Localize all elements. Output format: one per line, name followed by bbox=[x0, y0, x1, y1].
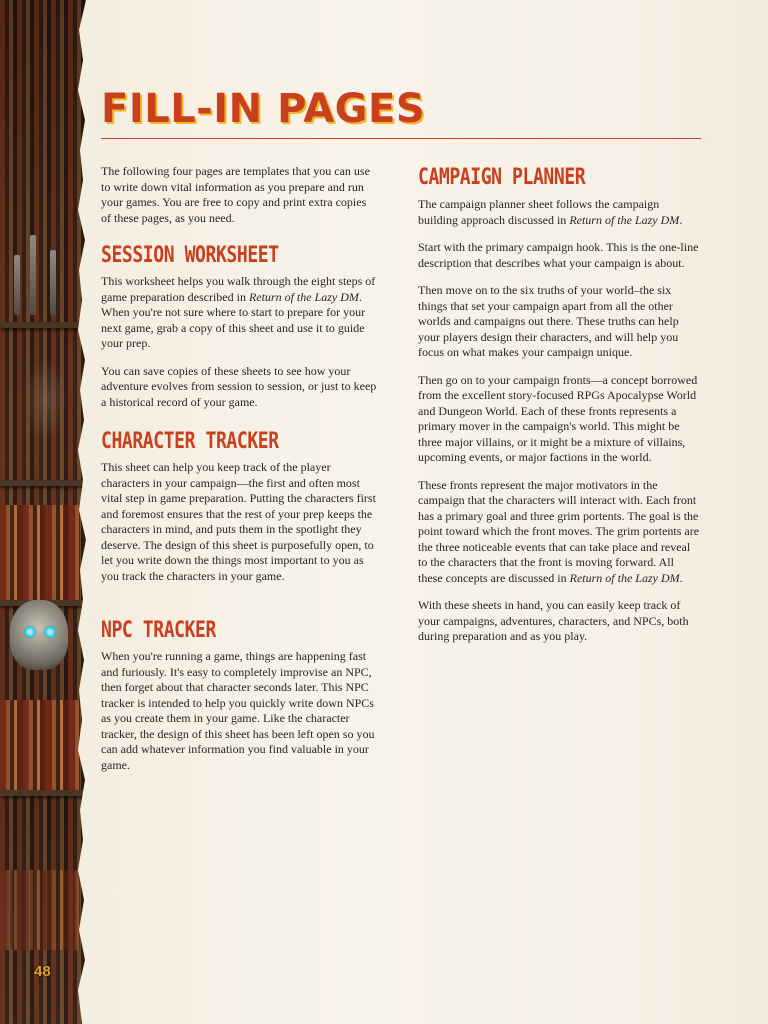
session-worksheet-section bbox=[101, 243, 381, 410]
skull-illustration bbox=[10, 600, 68, 670]
books-illustration bbox=[0, 700, 80, 790]
session-worksheet-heading: SESSION WORKSHEET bbox=[101, 243, 279, 268]
books-illustration bbox=[0, 505, 80, 600]
campaign-planner-paragraph: Then go on to your campaign fronts—a concept borrowed from the excellent story-focused RPGs Apocalypse World and Dungeon World. Each of these fronts represents a primary mover in the campaign's world. This might be three major villains, or it might be a mixture of villains, upcoming events, or major factions in the world. bbox=[418, 372, 698, 464]
page-number: 48 bbox=[34, 963, 51, 980]
character-tracker-section bbox=[101, 429, 381, 584]
glowing-eye-icon bbox=[24, 626, 36, 638]
shelf-illustration bbox=[0, 790, 92, 796]
session-worksheet-paragraph: This worksheet helps you walk through the eight steps of game preparation described in Return of the Lazy DM. When you're not sure where to start to prepare for your next game, grab a copy of this sheet and use it to guide your prep. bbox=[101, 274, 376, 350]
character-tracker-heading: CHARACTER TRACKER bbox=[101, 429, 279, 454]
campaign-planner-paragraph: The campaign planner sheet follows the campaign building approach discussed in Return of the Lazy DM. bbox=[418, 197, 683, 227]
page-title: FILL-IN PAGES bbox=[101, 86, 426, 132]
glowing-eye-icon bbox=[44, 626, 56, 638]
campaign-planner-section bbox=[418, 165, 700, 645]
npc-tracker-heading: NPC TRACKER bbox=[101, 618, 216, 643]
campaign-planner-heading: CAMPAIGN PLANNER bbox=[418, 165, 586, 190]
candle-illustration bbox=[50, 250, 56, 315]
candle-illustration bbox=[14, 255, 20, 315]
campaign-planner-paragraph: These fronts represent the major motivators in the campaign that the characters will interact with. Each front has a primary goal and three grim portents. The goal is the point toward which the front moves. The grim portents are the three noticeable events that can take place and reveal to the characters that the front is moving forward. All these concepts are discussed in Return of the Lazy DM. bbox=[418, 477, 700, 585]
npc-tracker-section bbox=[101, 618, 381, 773]
campaign-planner-paragraph: Then move on to the six truths of your world–the six things that set your campaign apart from all the other worlds and campaigns out there. These truths can help your players design their characters, and will help you focus on what makes your campaign unique. bbox=[418, 283, 679, 359]
character-tracker-paragraph: This sheet can help you keep track of the player characters in your campaign—the first and often most vital step in game preparation. Putting the characters first and foremost ensures that the rest of your prep keeps the characters in mind, and puts them in the spotlight they deserve. The design of this sheet is purposefully open, to let you write down the things most important to you as you track the characters in your game. bbox=[101, 460, 376, 583]
session-worksheet-paragraph: You can save copies of these sheets to see how your adventure evolves from session to session, or just to keep a historical record of your game. bbox=[101, 363, 377, 409]
intro-section bbox=[101, 164, 375, 226]
npc-tracker-paragraph: When you're running a game, things are happening fast and furiously. It's easy to completely improvise an NPC, then forget about that character seconds later. This NPC tracker is intended to help you quickly write down NPCs as you create them in your game. Like the character tracker, the design of this sheet has been left open so you can add whatever information you find valuable in your game. bbox=[101, 649, 375, 772]
title-divider bbox=[101, 138, 701, 139]
shelf-illustration bbox=[0, 480, 92, 486]
candle-illustration bbox=[30, 235, 36, 315]
campaign-planner-paragraph: Start with the primary campaign hook. This is the one-line description that describes what your campaign is about. bbox=[418, 240, 699, 270]
campaign-planner-paragraph: With these sheets in hand, you can easily keep track of your campaigns, adventures, characters, and NPCs, both during preparation and as you play. bbox=[418, 598, 689, 643]
intro-paragraph: The following four pages are templates that you can use to write down vital information as you prepare and run your games. You are free to copy and print extra copies of these pages, as you need. bbox=[101, 164, 370, 225]
shelf-illustration bbox=[0, 322, 92, 328]
books-illustration bbox=[0, 870, 80, 950]
